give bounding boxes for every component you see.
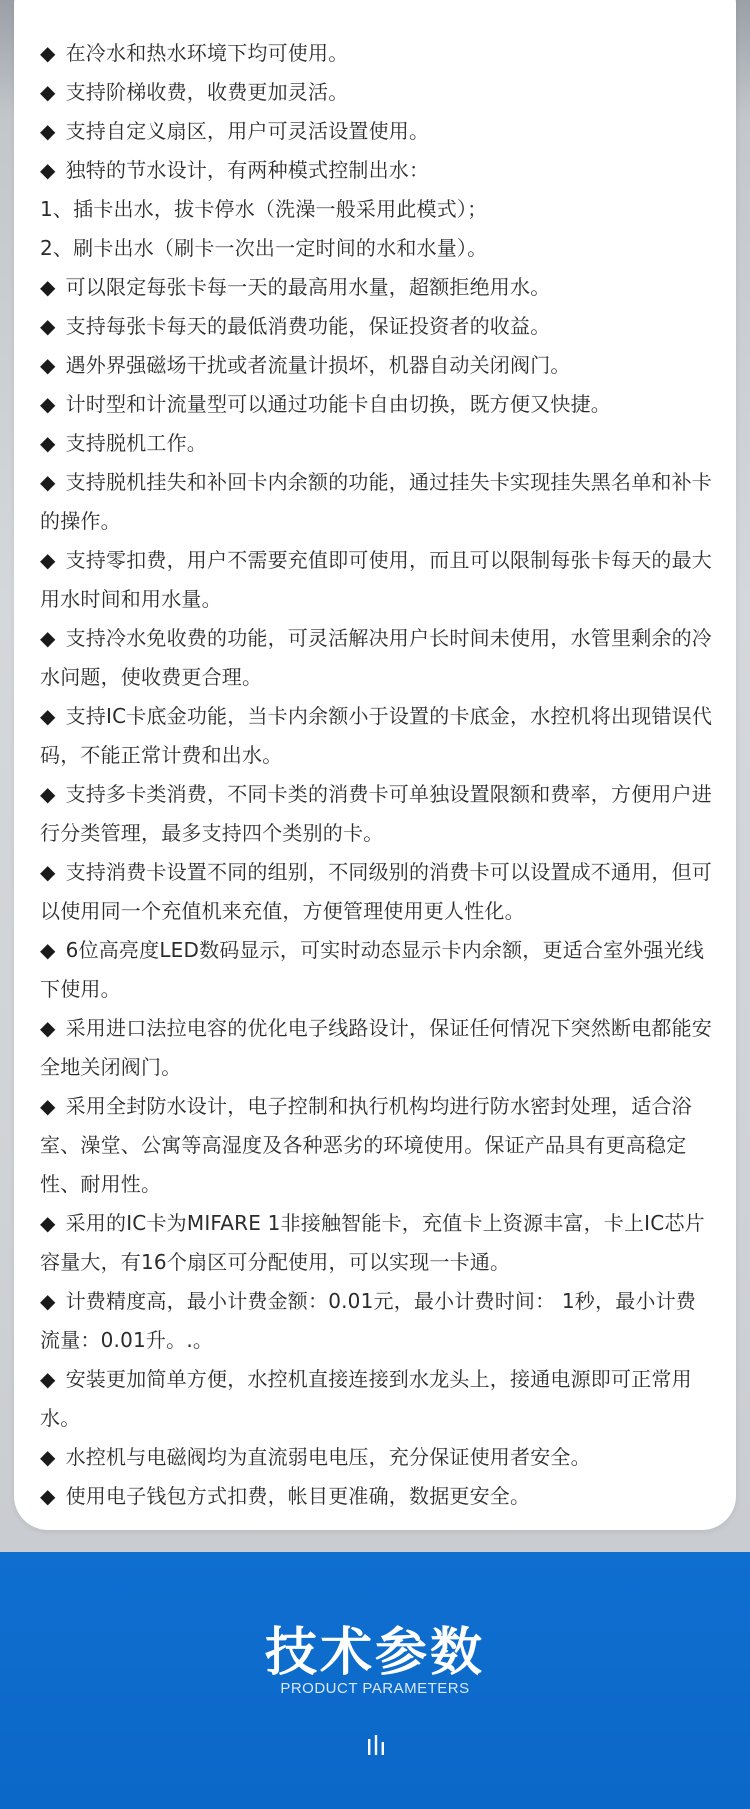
feature-text: 支持消费卡设置不同的组别，不同级别的消费卡可以设置成不通用，但可以使用同一个充值机来充值，方便管理使用更人性化。 — [40, 860, 712, 923]
bars-icon — [367, 1735, 385, 1757]
feature-text: 独特的节水设计，有两种模式控制出水： — [65, 158, 430, 182]
features-card — [14, 0, 736, 1530]
section-title: 技术参数 — [264, 1623, 485, 1683]
diamond-bullet-icon: ◆ — [40, 119, 56, 143]
feature-text: 遇外界强磁场干扰或者流量计损坏，机器自动关闭阀门。 — [65, 353, 571, 377]
feature-item — [40, 1477, 716, 1516]
feature-item — [40, 463, 716, 541]
feature-item — [40, 424, 716, 463]
feature-text: 支持脱机工作。 — [65, 431, 207, 455]
diamond-bullet-icon: ◆ — [40, 1211, 56, 1235]
feature-item — [40, 853, 716, 931]
feature-item — [40, 34, 716, 73]
feature-text: 采用的IC卡为MIFARE 1非接触智能卡，充值卡上资源丰富，卡上IC芯片容量大，有16个扇区可分配使用，可以实现一卡通。 — [40, 1211, 705, 1274]
feature-text: 计时型和计流量型可以通过功能卡自由切换，既方便又快捷。 — [65, 392, 611, 416]
diamond-bullet-icon: ◆ — [40, 1289, 56, 1313]
feature-text: 1、插卡出水，拔卡停水（洗澡一般采用此模式）； — [40, 197, 488, 221]
diamond-bullet-icon: ◆ — [40, 392, 56, 416]
feature-item — [40, 1282, 716, 1360]
feature-item — [40, 1360, 716, 1438]
feature-item — [40, 541, 716, 619]
feature-item — [40, 112, 716, 151]
feature-text: 支持脱机挂失和补回卡内余额的功能，通过挂失卡实现挂失黑名单和补卡的操作。 — [40, 470, 712, 533]
diamond-bullet-icon: ◆ — [40, 1094, 56, 1118]
diamond-bullet-icon: ◆ — [40, 158, 56, 182]
diamond-bullet-icon: ◆ — [40, 626, 56, 650]
feature-item — [40, 775, 716, 853]
feature-text: 6位高亮度LED数码显示，可实时动态显示卡内余额，更适合室外强光线下使用。 — [40, 938, 705, 1001]
feature-text: 支持阶梯收费，收费更加灵活。 — [65, 80, 349, 104]
feature-text: 安装更加简单方便，水控机直接连接到水龙头上，接通电源即可正常用水。 — [40, 1367, 692, 1430]
diamond-bullet-icon: ◆ — [40, 470, 56, 494]
diamond-bullet-icon: ◆ — [40, 938, 56, 962]
feature-text: 支持IC卡底金功能，当卡内余额小于设置的卡底金，水控机将出现错误代码，不能正常计费和出水。 — [40, 704, 713, 767]
diamond-bullet-icon: ◆ — [40, 782, 56, 806]
feature-item — [40, 268, 716, 307]
feature-item — [40, 931, 716, 1009]
feature-text: 2、刷卡出水（刷卡一次出一定时间的水和水量）。 — [40, 236, 488, 260]
feature-text: 支持多卡类消费，不同卡类的消费卡可单独设置限额和费率，方便用户进行分类管理，最多支持四个类别的卡。 — [40, 782, 712, 845]
feature-text: 采用全封防水设计，电子控制和执行机构均进行防水密封处理，适合浴室、澡堂、公寓等高湿度及各种恶劣的环境使用。保证产品具有更高稳定性、耐用性。 — [40, 1094, 692, 1196]
feature-text: 支持自定义扇区，用户可灵活设置使用。 — [65, 119, 430, 143]
feature-text: 使用电子钱包方式扣费，帐目更准确，数据更安全。 — [65, 1484, 531, 1508]
feature-item — [40, 1009, 716, 1087]
diamond-bullet-icon: ◆ — [40, 704, 56, 728]
feature-text: 支持每张卡每天的最低消费功能，保证投资者的收益。 — [65, 314, 551, 338]
feature-text: 支持冷水免收费的功能，可灵活解决用户长时间未使用，水管里剩余的冷水问题，使收费更合理。 — [40, 626, 712, 689]
feature-item — [40, 307, 716, 346]
feature-item — [40, 190, 716, 229]
feature-text: 水控机与电磁阀均为直流弱电电压，充分保证使用者安全。 — [65, 1445, 591, 1469]
feature-text: 在冷水和热水环境下均可使用。 — [65, 41, 349, 65]
feature-item — [40, 346, 716, 385]
feature-item — [40, 1438, 716, 1477]
diamond-bullet-icon: ◆ — [40, 41, 56, 65]
features-list — [40, 34, 716, 1516]
diamond-bullet-icon: ◆ — [40, 353, 56, 377]
diamond-bullet-icon: ◆ — [40, 431, 56, 455]
diamond-bullet-icon: ◆ — [40, 275, 56, 299]
diamond-bullet-icon: ◆ — [40, 548, 56, 572]
feature-item — [40, 619, 716, 697]
feature-item — [40, 697, 716, 775]
diamond-bullet-icon: ◆ — [40, 860, 56, 884]
diamond-bullet-icon: ◆ — [40, 80, 56, 104]
feature-item — [40, 73, 716, 112]
feature-text: 计费精度高，最小计费金额：0.01元，最小计费时间： 1秒，最小计费流量：0.01升。.。 — [40, 1289, 697, 1352]
feature-item — [40, 1204, 716, 1282]
section-subtitle: PRODUCT PARAMETERS — [280, 1680, 470, 1697]
feature-text: 采用进口法拉电容的优化电子线路设计，保证任何情况下突然断电都能安全地关闭阀门。 — [40, 1016, 712, 1079]
feature-item — [40, 229, 716, 268]
diamond-bullet-icon: ◆ — [40, 1445, 56, 1469]
diamond-bullet-icon: ◆ — [40, 1484, 56, 1508]
feature-item — [40, 151, 716, 190]
diamond-bullet-icon: ◆ — [40, 1367, 56, 1391]
feature-text: 支持零扣费，用户不需要充值即可使用，而且可以限制每张卡每天的最大用水时间和用水量。 — [40, 548, 712, 611]
diamond-bullet-icon: ◆ — [40, 1016, 56, 1040]
feature-item — [40, 1087, 716, 1204]
feature-item — [40, 385, 716, 424]
diamond-bullet-icon: ◆ — [40, 314, 56, 338]
feature-text: 可以限定每张卡每一天的最高用水量，超额拒绝用水。 — [65, 275, 551, 299]
